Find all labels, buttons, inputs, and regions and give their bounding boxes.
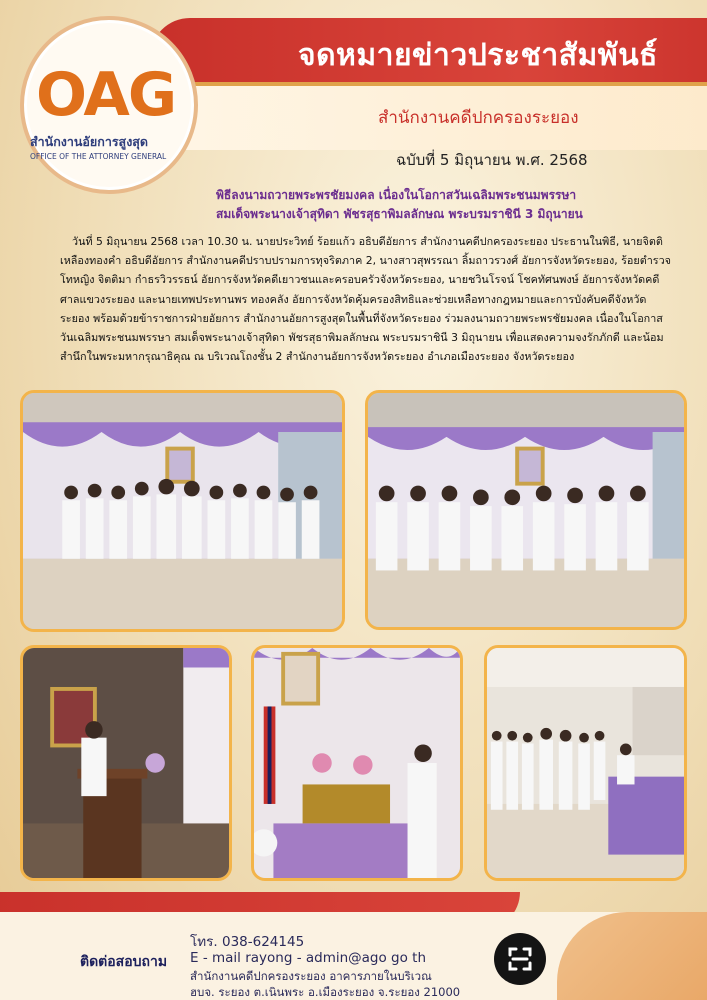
contact-phone[interactable]: โทร. 038-624145 [190, 934, 305, 950]
logo-name-en: OFFICE OF THE ATTORNEY GENERAL [30, 152, 167, 161]
newsletter-title: จดหมายข่าวประชาสัมพันธ์ [298, 38, 658, 73]
photo-signing-queue [484, 645, 687, 881]
issue-number: ฉบับที่ 5 มิถุนายน พ.ศ. 2568 [396, 151, 588, 169]
article-headline [216, 186, 686, 224]
contact-address-line-2: ฮบจ. ระยอง ต.เนินพระ อ.เมืองระยอง จ.ระยอง 21000 [190, 985, 461, 999]
photo-group-ceremony-1 [20, 390, 345, 632]
photo-group-ceremony-2 [365, 390, 687, 630]
photo-speech-podium [20, 645, 232, 881]
headline-line-1: พิธีลงนามถวายพระพรชัยมงคล เนื่องในโอกาสวันเฉลิมพระชนมพรรษา [216, 188, 577, 202]
header-gold-divider [190, 82, 707, 86]
contact-address-line-1: สำนักงานคดีปกครองระยอง อาคารภายในบริเวณ [190, 969, 432, 983]
article-body: วันที่ 5 มิถุนายน 2568 เวลา 10.30 น. นายประวิทย์ ร้อยแก้ว อธิบดีอัยการ สำนักงานคดีปกครองระยอง ประธานในพิธี, นายจิตติ เหลืองทองคำ อธิบดีอัยการ สำนักงานคดีปราบปรามการทุจริตภาค 2, นางสาวสุพรรณา ลิ้มถาวรวงศ์ อัยการจังหวัดระยอง, ร้อยตำรวจโทหญิง จิตติมา กำธรวิวรรธน์ อัยการจังหวัดคดีเยาวชนและครอบครัวจังหวัดระยอง, นายชวินโรจน์ โชคทัศนพงษ์ อัยการจังหวัดคดีศาลแขวงระยอง และนายเทพประทานพร ทองคลัง อัยการจังหวัดคุ้มครองสิทธิและช่วยเหลือทางกฎหมายและการบังคับคดีจังหวัดระยอง พร้อมด้วยข้าราชการฝ่ายอัยการ สำนักงานอัยการสูงสุดในพื้นที่จังหวัดระยอง ร่วมลงนามถวายพระพรชัยมงคล เนื่องในโอกาสวันเฉลิมพระชนมพรรษา สมเด็จพระนางเจ้าสุทิดา พัชรสุธาพิมลลักษณ พระบรมราชินี 3 มิถุนายน เพื่อแสดงความจงรักภักดี และน้อมสำนึกในพระมหากรุณาธิคุณ ณ บริเวณโถงชั้น 2 สำนักงานอัยการจังหวัดระยอง อำเภอเมืองระยอง จังหวัดระยอง [60, 235, 671, 364]
logo-name-th: สำนักงานอัยการสูงสุด [30, 134, 149, 149]
headline-line-2: สมเด็จพระนางเจ้าสุทิดา พัชรสุธาพิมลลักษณ พระบรมราชินี 3 มิถุนายน [216, 207, 583, 221]
scan-icon[interactable] [494, 933, 546, 985]
office-name: สำนักงานคดีปกครองระยอง [378, 108, 579, 128]
contact-email[interactable]: E - mail rayong - admin@ago go th [190, 950, 427, 966]
photo-signing-altar [251, 645, 463, 881]
contact-label: ติดต่อสอบถาม [80, 954, 168, 970]
logo-mark: OAG [36, 60, 176, 130]
